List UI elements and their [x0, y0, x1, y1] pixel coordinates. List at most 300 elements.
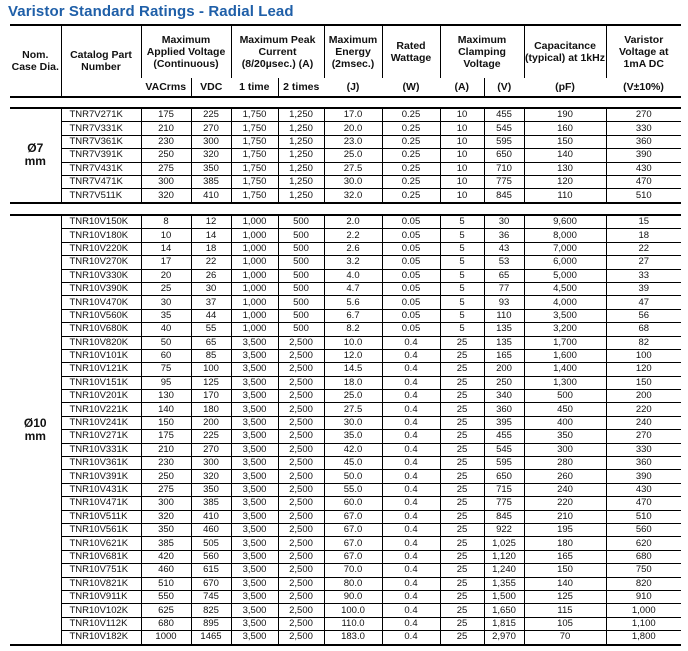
cell-vdc: 670 [191, 577, 231, 590]
cell-max-energy: 100.0 [324, 604, 382, 617]
cell-capacitance: 260 [524, 470, 606, 483]
cell-clamping-voltage: 650 [484, 470, 524, 483]
cell-clamping-voltage: 30 [484, 215, 524, 229]
cell-peak-current-1-time: 3,500 [231, 550, 278, 563]
cell-capacitance: 500 [524, 390, 606, 403]
cell-max-energy: 35.0 [324, 430, 382, 443]
cell-rated-wattage: 0.25 [382, 122, 440, 135]
cell-peak-current-2-times: 500 [278, 256, 324, 269]
cell-clamping-voltage: 922 [484, 523, 524, 536]
cell-capacitance: 115 [524, 604, 606, 617]
cell-capacitance: 6,000 [524, 256, 606, 269]
table-row [10, 108, 681, 122]
cell-varistor-voltage: 560 [606, 523, 681, 536]
table-row [10, 443, 681, 456]
cell-catalog-part-number: TNR10V201K [61, 390, 141, 403]
cell-rated-wattage: 0.4 [382, 416, 440, 429]
cell-clamping-voltage: 1,240 [484, 564, 524, 577]
cell-vdc: 350 [191, 162, 231, 175]
cell-peak-current-1-time: 3,500 [231, 349, 278, 362]
cell-capacitance: 3,200 [524, 323, 606, 336]
header-amps: (A) [454, 81, 470, 93]
cell-peak-current-2-times: 2,500 [278, 590, 324, 603]
cell-vac: 460 [141, 564, 191, 577]
cell-max-energy: 50.0 [324, 470, 382, 483]
cell-clamping-current: 10 [440, 122, 484, 135]
cell-rated-wattage: 0.4 [382, 550, 440, 563]
cell-max-energy: 42.0 [324, 443, 382, 456]
cell-clamping-voltage: 77 [484, 282, 524, 295]
cell-clamping-current: 25 [440, 604, 484, 617]
header-nom-case-dia: Nom. Case Dia. [11, 49, 59, 73]
cell-varistor-voltage: 33 [606, 269, 681, 282]
cell-rated-wattage: 0.05 [382, 269, 440, 282]
table-row [10, 215, 681, 229]
header-two-times: 2 times [278, 78, 324, 97]
cell-vac: 230 [141, 135, 191, 148]
cell-varistor-voltage: 330 [606, 443, 681, 456]
cell-peak-current-1-time: 3,500 [231, 403, 278, 416]
cell-peak-current-2-times: 500 [278, 269, 324, 282]
cell-peak-current-1-time: 1,750 [231, 162, 278, 175]
header-max-energy: Maximum Energy (2msec.) [324, 25, 382, 78]
cell-clamping-voltage: 135 [484, 336, 524, 349]
table-row [10, 282, 681, 295]
cell-vac: 1000 [141, 631, 191, 645]
cell-vdc: 505 [191, 537, 231, 550]
cell-vdc: 1465 [191, 631, 231, 645]
cell-clamping-voltage: 1,650 [484, 604, 524, 617]
cell-capacitance: 3,500 [524, 309, 606, 322]
cell-vac: 385 [141, 537, 191, 550]
cell-rated-wattage: 0.05 [382, 296, 440, 309]
cell-peak-current-1-time: 3,500 [231, 376, 278, 389]
cell-peak-current-2-times: 2,500 [278, 523, 324, 536]
cell-vdc: 225 [191, 430, 231, 443]
cell-capacitance: 9,600 [524, 215, 606, 229]
cell-clamping-current: 25 [440, 483, 484, 496]
cell-capacitance: 190 [524, 108, 606, 122]
cell-max-energy: 27.5 [324, 162, 382, 175]
cell-clamping-current: 25 [440, 617, 484, 630]
cell-peak-current-2-times: 2,500 [278, 617, 324, 630]
cell-peak-current-1-time: 1,000 [231, 215, 278, 229]
cell-max-energy: 183.0 [324, 631, 382, 645]
cell-clamping-voltage: 595 [484, 457, 524, 470]
table-row [10, 483, 681, 496]
cell-max-energy: 8.2 [324, 323, 382, 336]
cell-clamping-current: 25 [440, 590, 484, 603]
header-v-tol: (V±10%) [623, 81, 664, 93]
cell-vdc: 37 [191, 296, 231, 309]
table-row [10, 564, 681, 577]
header-max-applied-voltage: Maximum Applied Voltage (Continuous) [141, 25, 231, 78]
cell-clamping-voltage: 110 [484, 309, 524, 322]
table-row [10, 497, 681, 510]
cell-catalog-part-number: TNR10V391K [61, 470, 141, 483]
cell-peak-current-1-time: 1,750 [231, 135, 278, 148]
cell-vdc: 410 [191, 510, 231, 523]
cell-peak-current-1-time: 3,500 [231, 510, 278, 523]
cell-capacitance: 150 [524, 135, 606, 148]
cell-vdc: 895 [191, 617, 231, 630]
cell-peak-current-2-times: 1,250 [278, 108, 324, 122]
cell-clamping-voltage: 1,025 [484, 537, 524, 550]
cell-varistor-voltage: 430 [606, 162, 681, 175]
table-row [10, 256, 681, 269]
cell-rated-wattage: 0.05 [382, 309, 440, 322]
cell-varistor-voltage: 39 [606, 282, 681, 295]
cell-peak-current-2-times: 2,500 [278, 483, 324, 496]
header-max-clamping-voltage: Maximum Clamping Voltage [440, 25, 524, 78]
cell-max-energy: 25.0 [324, 390, 382, 403]
cell-catalog-part-number: TNR10V151K [61, 376, 141, 389]
cell-rated-wattage: 0.05 [382, 256, 440, 269]
cell-capacitance: 140 [524, 149, 606, 162]
cell-max-energy: 67.0 [324, 537, 382, 550]
cell-peak-current-2-times: 2,500 [278, 470, 324, 483]
cell-vac: 210 [141, 122, 191, 135]
cell-catalog-part-number: TNR10V180K [61, 229, 141, 242]
cell-clamping-current: 25 [440, 523, 484, 536]
cell-vac: 8 [141, 215, 191, 229]
cell-catalog-part-number: TNR10V271K [61, 430, 141, 443]
cell-peak-current-2-times: 500 [278, 229, 324, 242]
cell-varistor-voltage: 200 [606, 390, 681, 403]
cell-vdc: 745 [191, 590, 231, 603]
cell-peak-current-2-times: 2,500 [278, 497, 324, 510]
cell-vac: 150 [141, 416, 191, 429]
cell-max-energy: 14.5 [324, 363, 382, 376]
cell-max-energy: 32.0 [324, 189, 382, 203]
cell-vdc: 615 [191, 564, 231, 577]
cell-varistor-voltage: 82 [606, 336, 681, 349]
cell-max-energy: 4.7 [324, 282, 382, 295]
cell-catalog-part-number: TNR7V471K [61, 175, 141, 188]
cell-clamping-voltage: 845 [484, 510, 524, 523]
cell-varistor-voltage: 510 [606, 189, 681, 203]
cell-vdc: 270 [191, 443, 231, 456]
cell-peak-current-2-times: 2,500 [278, 430, 324, 443]
cell-catalog-part-number: TNR10V820K [61, 336, 141, 349]
cell-capacitance: 4,000 [524, 296, 606, 309]
cell-vdc: 560 [191, 550, 231, 563]
cell-vdc: 460 [191, 523, 231, 536]
cell-rated-wattage: 0.4 [382, 537, 440, 550]
table-row [10, 631, 681, 645]
cell-clamping-current: 25 [440, 497, 484, 510]
table-row [10, 349, 681, 362]
cell-clamping-current: 25 [440, 457, 484, 470]
cell-varistor-voltage: 150 [606, 376, 681, 389]
cell-vac: 230 [141, 457, 191, 470]
cell-clamping-voltage: 360 [484, 403, 524, 416]
cell-vdc: 170 [191, 390, 231, 403]
cell-max-energy: 12.0 [324, 349, 382, 362]
cell-peak-current-1-time: 3,500 [231, 564, 278, 577]
cell-rated-wattage: 0.4 [382, 523, 440, 536]
cell-vdc: 65 [191, 336, 231, 349]
cell-peak-current-2-times: 2,500 [278, 403, 324, 416]
cell-catalog-part-number: TNR10V621K [61, 537, 141, 550]
cell-clamping-current: 5 [440, 256, 484, 269]
cell-varistor-voltage: 820 [606, 577, 681, 590]
cell-clamping-current: 25 [440, 430, 484, 443]
cell-catalog-part-number: TNR7V391K [61, 149, 141, 162]
header-volts: (V) [484, 78, 524, 97]
cell-vdc: 180 [191, 403, 231, 416]
cell-capacitance: 240 [524, 483, 606, 496]
cell-peak-current-2-times: 2,500 [278, 577, 324, 590]
cell-clamping-current: 5 [440, 323, 484, 336]
cell-max-energy: 3.2 [324, 256, 382, 269]
cell-varistor-voltage: 240 [606, 416, 681, 429]
table-row [10, 323, 681, 336]
cell-varistor-voltage: 120 [606, 363, 681, 376]
cell-vdc: 385 [191, 497, 231, 510]
header-one-time: 1 time [239, 81, 270, 93]
cell-vdc: 30 [191, 282, 231, 295]
cell-peak-current-2-times: 1,250 [278, 175, 324, 188]
cell-vac: 680 [141, 617, 191, 630]
cell-varistor-voltage: 1,800 [606, 631, 681, 645]
cell-vac: 510 [141, 577, 191, 590]
cell-clamping-voltage: 455 [484, 108, 524, 122]
cell-varistor-voltage: 270 [606, 108, 681, 122]
cell-peak-current-2-times: 1,250 [278, 162, 324, 175]
cell-rated-wattage: 0.25 [382, 108, 440, 122]
cell-peak-current-1-time: 3,500 [231, 523, 278, 536]
cell-clamping-current: 10 [440, 189, 484, 203]
cell-catalog-part-number: TNR10V121K [61, 363, 141, 376]
cell-vac: 17 [141, 256, 191, 269]
cell-vdc: 100 [191, 363, 231, 376]
cell-capacitance: 125 [524, 590, 606, 603]
cell-peak-current-1-time: 3,500 [231, 390, 278, 403]
cell-clamping-voltage: 845 [484, 189, 524, 203]
cell-vdc: 26 [191, 269, 231, 282]
cell-rated-wattage: 0.4 [382, 577, 440, 590]
cell-rated-wattage: 0.25 [382, 149, 440, 162]
cell-varistor-voltage: 56 [606, 309, 681, 322]
cell-vdc: 300 [191, 135, 231, 148]
cell-rated-wattage: 0.4 [382, 497, 440, 510]
cell-catalog-part-number: TNR10V220K [61, 242, 141, 255]
cell-rated-wattage: 0.05 [382, 282, 440, 295]
cell-peak-current-1-time: 3,500 [231, 363, 278, 376]
cell-capacitance: 400 [524, 416, 606, 429]
cell-peak-current-2-times: 2,500 [278, 349, 324, 362]
cell-peak-current-1-time: 3,500 [231, 537, 278, 550]
table-row [10, 122, 681, 135]
cell-vac: 300 [141, 497, 191, 510]
cell-vdc: 270 [191, 122, 231, 135]
cell-peak-current-1-time: 3,500 [231, 483, 278, 496]
case-diameter-value: Ø7 [27, 141, 44, 156]
cell-clamping-current: 25 [440, 631, 484, 645]
cell-catalog-part-number: TNR10V821K [61, 577, 141, 590]
cell-clamping-voltage: 1,120 [484, 550, 524, 563]
cell-varistor-voltage: 1,100 [606, 617, 681, 630]
cell-catalog-part-number: TNR7V431K [61, 162, 141, 175]
table-row [10, 296, 681, 309]
cell-capacitance: 1,700 [524, 336, 606, 349]
table-row [10, 577, 681, 590]
cell-catalog-part-number: TNR10V101K [61, 349, 141, 362]
cell-catalog-part-number: TNR10V221K [61, 403, 141, 416]
cell-peak-current-1-time: 1,750 [231, 189, 278, 203]
cell-capacitance: 220 [524, 497, 606, 510]
ratings-table-10mm [10, 214, 681, 646]
cell-max-energy: 30.0 [324, 175, 382, 188]
cell-catalog-part-number: TNR10V561K [61, 523, 141, 536]
cell-max-energy: 2.2 [324, 229, 382, 242]
table-row [10, 363, 681, 376]
cell-rated-wattage: 0.4 [382, 510, 440, 523]
case-diameter [10, 215, 61, 645]
cell-max-energy: 23.0 [324, 135, 382, 148]
cell-peak-current-2-times: 2,500 [278, 510, 324, 523]
cell-peak-current-1-time: 1,000 [231, 323, 278, 336]
cell-clamping-voltage: 135 [484, 323, 524, 336]
cell-peak-current-2-times: 2,500 [278, 457, 324, 470]
header-vdc: VDC [191, 78, 231, 97]
cell-varistor-voltage: 750 [606, 564, 681, 577]
cell-peak-current-2-times: 2,500 [278, 537, 324, 550]
cell-peak-current-2-times: 2,500 [278, 550, 324, 563]
cell-rated-wattage: 0.4 [382, 430, 440, 443]
cell-peak-current-2-times: 500 [278, 296, 324, 309]
cell-peak-current-2-times: 2,500 [278, 564, 324, 577]
case-diameter-value: Ø10 [23, 415, 47, 430]
table-row [10, 430, 681, 443]
table-row [10, 175, 681, 188]
cell-peak-current-2-times: 2,500 [278, 604, 324, 617]
cell-clamping-current: 25 [440, 577, 484, 590]
cell-rated-wattage: 0.25 [382, 162, 440, 175]
cell-peak-current-1-time: 3,500 [231, 443, 278, 456]
cell-max-energy: 55.0 [324, 483, 382, 496]
cell-clamping-voltage: 545 [484, 443, 524, 456]
cell-clamping-current: 25 [440, 550, 484, 563]
cell-peak-current-1-time: 3,500 [231, 336, 278, 349]
cell-clamping-voltage: 455 [484, 430, 524, 443]
cell-max-energy: 90.0 [324, 590, 382, 603]
cell-vac: 175 [141, 108, 191, 122]
cell-varistor-voltage: 470 [606, 175, 681, 188]
cell-rated-wattage: 0.4 [382, 457, 440, 470]
cell-varistor-voltage: 680 [606, 550, 681, 563]
cell-peak-current-2-times: 500 [278, 282, 324, 295]
cell-clamping-current: 5 [440, 229, 484, 242]
cell-clamping-voltage: 775 [484, 497, 524, 510]
cell-max-energy: 18.0 [324, 376, 382, 389]
cell-capacitance: 450 [524, 403, 606, 416]
cell-vac: 625 [141, 604, 191, 617]
cell-vac: 60 [141, 349, 191, 362]
cell-peak-current-1-time: 3,500 [231, 617, 278, 630]
cell-vac: 210 [141, 443, 191, 456]
page-title: Varistor Standard Ratings - Radial Lead [8, 3, 294, 20]
cell-capacitance: 4,500 [524, 282, 606, 295]
table-row [10, 336, 681, 349]
cell-capacitance: 150 [524, 564, 606, 577]
cell-clamping-voltage: 340 [484, 390, 524, 403]
cell-clamping-current: 25 [440, 470, 484, 483]
cell-vac: 40 [141, 323, 191, 336]
cell-clamping-current: 10 [440, 162, 484, 175]
cell-peak-current-1-time: 1,000 [231, 229, 278, 242]
cell-vdc: 320 [191, 470, 231, 483]
cell-clamping-voltage: 1,500 [484, 590, 524, 603]
cell-peak-current-2-times: 2,500 [278, 631, 324, 645]
cell-catalog-part-number: TNR7V331K [61, 122, 141, 135]
cell-catalog-part-number: TNR7V271K [61, 108, 141, 122]
cell-varistor-voltage: 22 [606, 242, 681, 255]
cell-varistor-voltage: 510 [606, 510, 681, 523]
cell-max-energy: 60.0 [324, 497, 382, 510]
cell-clamping-current: 5 [440, 282, 484, 295]
cell-max-energy: 2.0 [324, 215, 382, 229]
table-row [10, 523, 681, 536]
cell-peak-current-1-time: 1,000 [231, 296, 278, 309]
cell-capacitance: 1,600 [524, 349, 606, 362]
cell-varistor-voltage: 47 [606, 296, 681, 309]
cell-max-energy: 25.0 [324, 149, 382, 162]
cell-peak-current-2-times: 2,500 [278, 336, 324, 349]
cell-clamping-voltage: 2,970 [484, 631, 524, 645]
cell-vac: 250 [141, 470, 191, 483]
cell-catalog-part-number: TNR10V270K [61, 256, 141, 269]
cell-vdc: 300 [191, 457, 231, 470]
cell-rated-wattage: 0.4 [382, 390, 440, 403]
cell-clamping-voltage: 595 [484, 135, 524, 148]
cell-rated-wattage: 0.05 [382, 215, 440, 229]
cell-rated-wattage: 0.4 [382, 631, 440, 645]
cell-vac: 175 [141, 430, 191, 443]
cell-catalog-part-number: TNR10V560K [61, 309, 141, 322]
cell-capacitance: 130 [524, 162, 606, 175]
cell-peak-current-1-time: 1,750 [231, 149, 278, 162]
cell-clamping-voltage: 65 [484, 269, 524, 282]
ratings-header [10, 24, 681, 98]
cell-vac: 95 [141, 376, 191, 389]
cell-vdc: 410 [191, 189, 231, 203]
cell-max-energy: 30.0 [324, 416, 382, 429]
cell-peak-current-2-times: 1,250 [278, 189, 324, 203]
cell-clamping-voltage: 250 [484, 376, 524, 389]
cell-clamping-current: 25 [440, 403, 484, 416]
table-row [10, 416, 681, 429]
cell-rated-wattage: 0.4 [382, 443, 440, 456]
cell-vac: 420 [141, 550, 191, 563]
cell-rated-wattage: 0.4 [382, 403, 440, 416]
cell-varistor-voltage: 15 [606, 215, 681, 229]
cell-clamping-current: 25 [440, 363, 484, 376]
cell-rated-wattage: 0.4 [382, 376, 440, 389]
cell-capacitance: 210 [524, 510, 606, 523]
cell-max-energy: 4.0 [324, 269, 382, 282]
cell-max-energy: 45.0 [324, 457, 382, 470]
cell-varistor-voltage: 100 [606, 349, 681, 362]
table-row [10, 309, 681, 322]
cell-max-energy: 80.0 [324, 577, 382, 590]
cell-rated-wattage: 0.4 [382, 336, 440, 349]
cell-max-energy: 67.0 [324, 550, 382, 563]
cell-rated-wattage: 0.05 [382, 229, 440, 242]
cell-rated-wattage: 0.4 [382, 604, 440, 617]
cell-max-energy: 67.0 [324, 523, 382, 536]
